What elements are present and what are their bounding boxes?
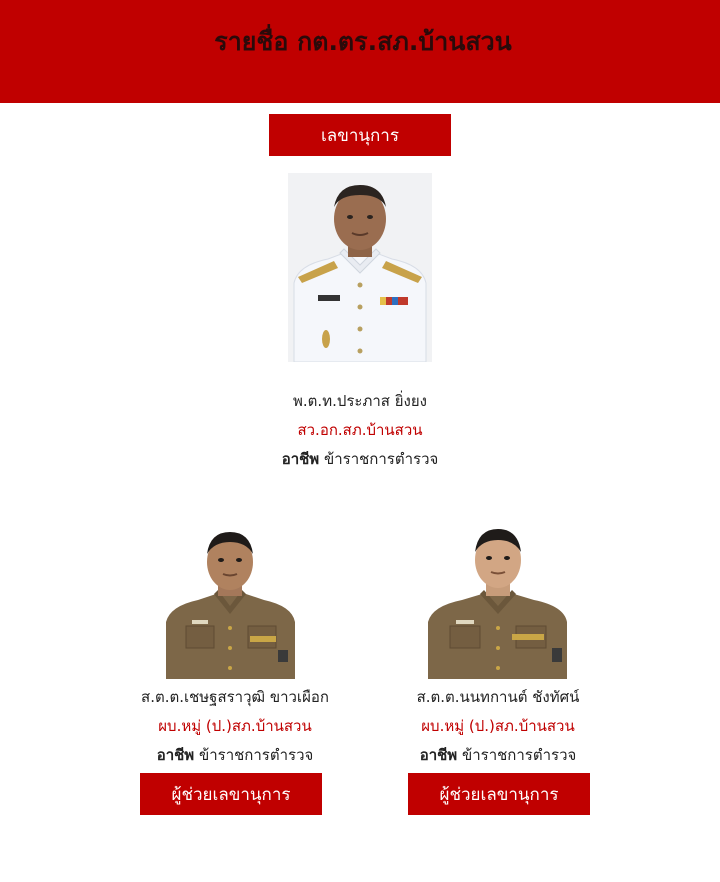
assistant-2-occupation bbox=[373, 743, 623, 767]
page-title: รายชื่อ กต.ตร.สภ.บ้านสวน bbox=[214, 27, 512, 56]
assistant-1-name: ส.ต.ต.เชษฐสราวุฒิ ขาวเผือก bbox=[141, 688, 329, 706]
occupation-value: ข้าราชการตำรวจ bbox=[461, 746, 577, 764]
occupation-label: อาชีพ bbox=[419, 746, 458, 764]
occupation-value: ข้าราชการตำรวจ bbox=[323, 450, 439, 468]
assistant-1-role-badge: ผู้ช่วยเลขานุการ bbox=[140, 773, 322, 815]
officer-brown-uniform-portrait-icon bbox=[164, 528, 297, 679]
secretary-position: สว.อก.สภ.บ้านสวน bbox=[297, 421, 423, 439]
assistant-2-role-badge: ผู้ช่วยเลขานุการ bbox=[408, 773, 590, 815]
header-banner bbox=[0, 0, 720, 103]
secretary-name: พ.ต.ท.ประภาส ยิ่งยง bbox=[293, 392, 427, 410]
occupation-value: ข้าราชการตำรวจ bbox=[198, 746, 314, 764]
occupation-label: อาชีพ bbox=[156, 746, 195, 764]
assistant-1-position: ผบ.หมู่ (ป.)สภ.บ้านสวน bbox=[158, 717, 312, 735]
assistant-2-name: ส.ต.ต.นนทกานต์ ชังทัศน์ bbox=[416, 688, 580, 706]
assistant-2-photo bbox=[426, 526, 569, 679]
secretary-occupation bbox=[190, 447, 530, 471]
officer-brown-uniform-portrait-icon bbox=[426, 526, 569, 679]
assistant-1-occupation bbox=[110, 743, 360, 767]
secretary-role-badge: เลขานุการ bbox=[269, 114, 451, 156]
secretary-photo bbox=[288, 173, 432, 362]
officer-white-uniform-portrait-icon bbox=[288, 173, 432, 362]
assistant-2-position: ผบ.หมู่ (ป.)สภ.บ้านสวน bbox=[421, 717, 575, 735]
assistant-1-photo bbox=[164, 528, 297, 679]
occupation-label: อาชีพ bbox=[281, 450, 320, 468]
